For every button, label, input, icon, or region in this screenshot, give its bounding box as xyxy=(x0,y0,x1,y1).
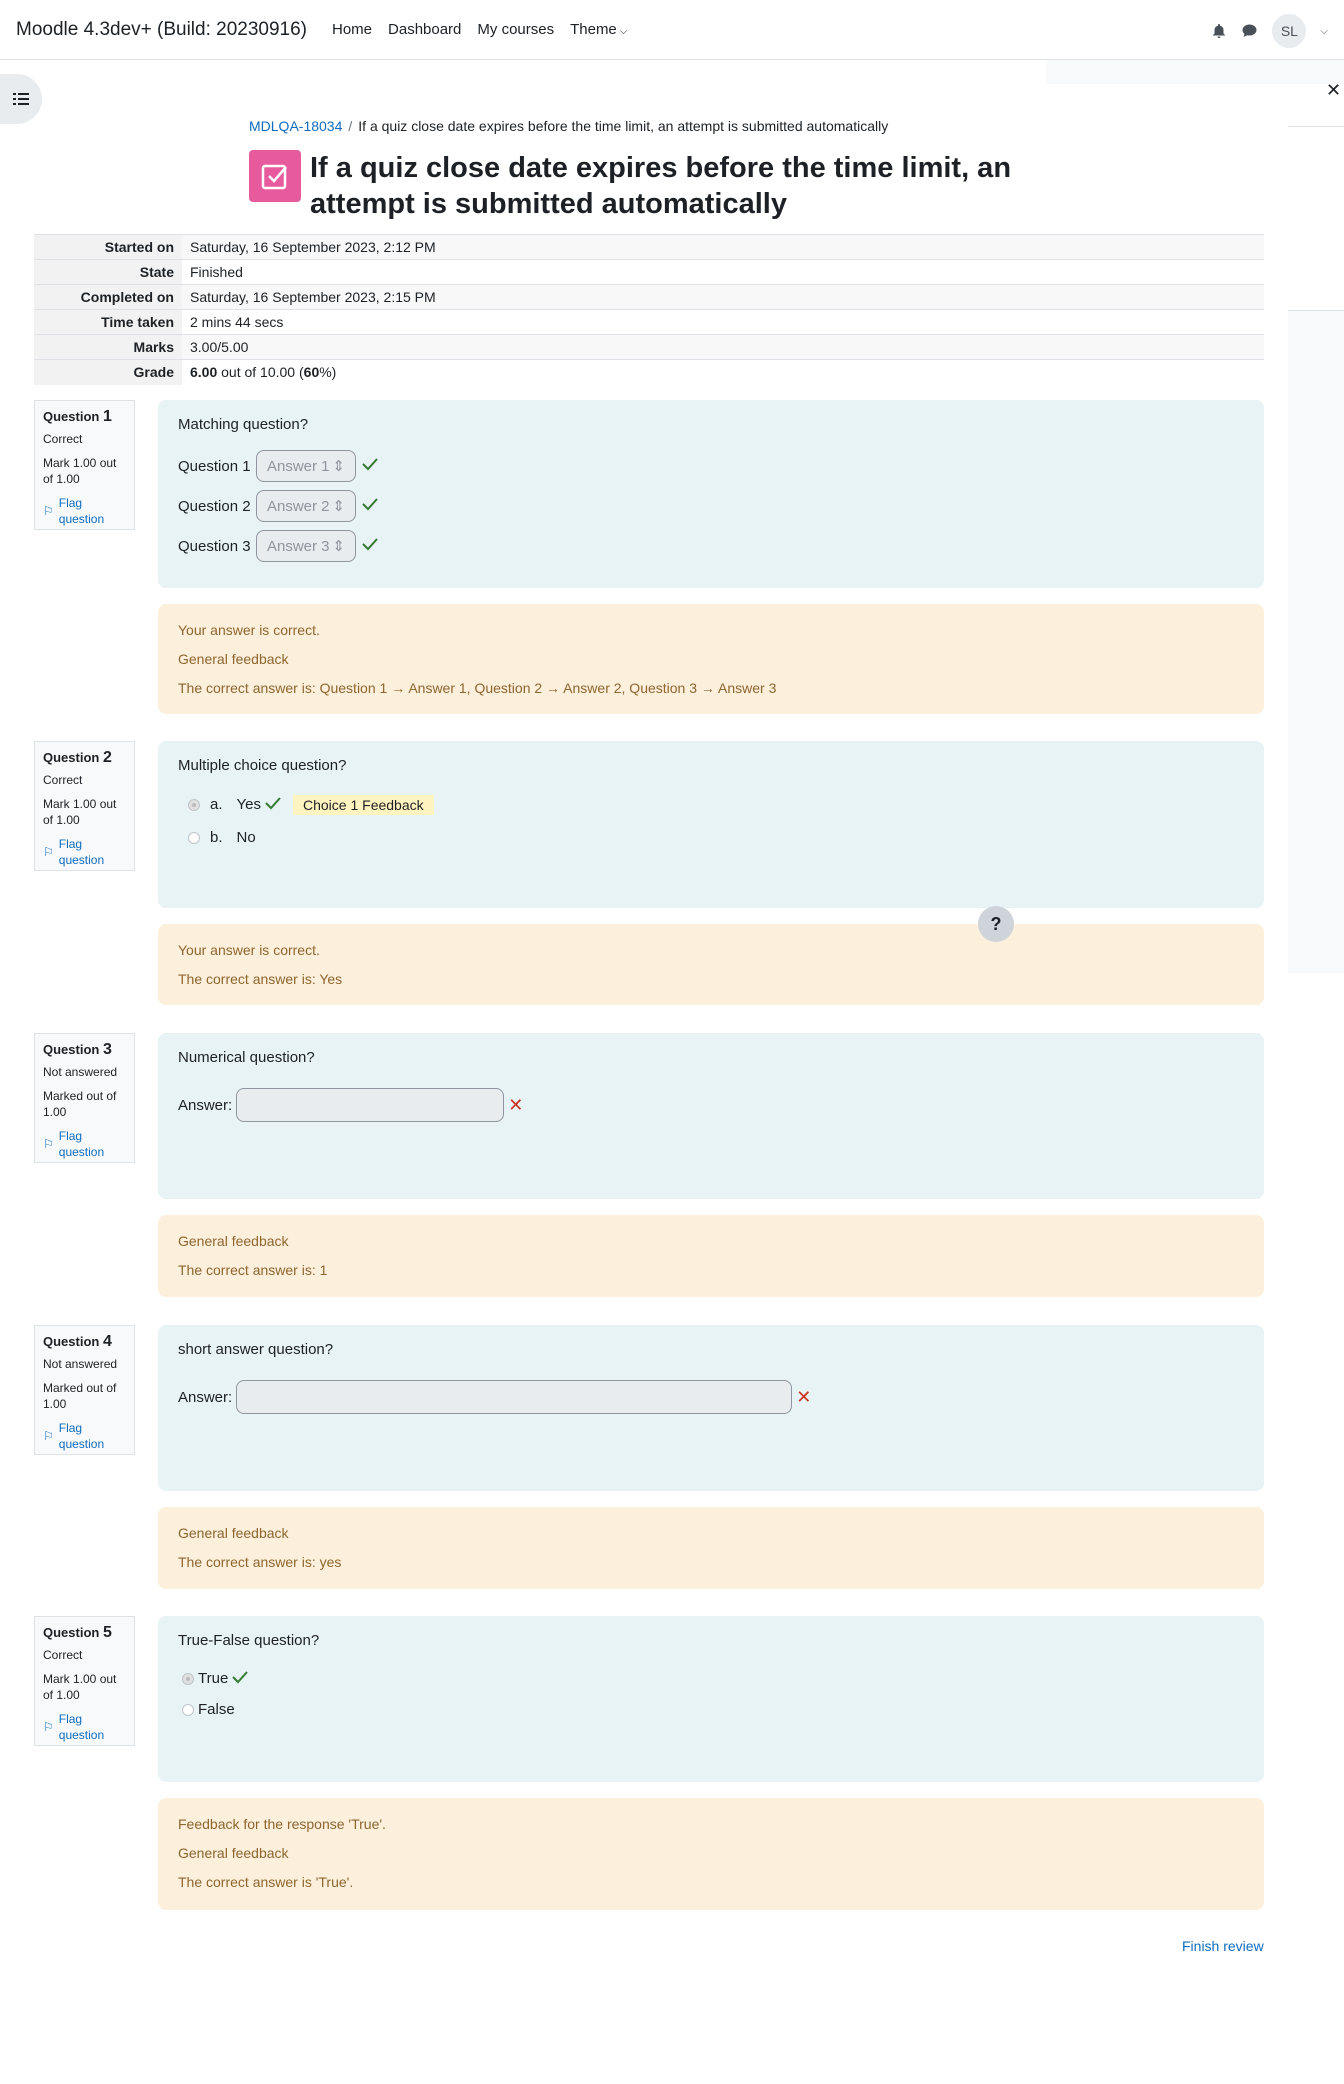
nav-theme-label: Theme xyxy=(570,21,617,38)
summary-label: Time taken xyxy=(34,310,182,335)
flag-label: Flag question xyxy=(58,837,105,867)
correct-check-icon xyxy=(265,796,281,814)
summary-value: 3.00/5.00 xyxy=(182,335,1264,360)
question-text: short answer question? xyxy=(178,1341,334,1358)
choice-radio[interactable] xyxy=(182,1704,194,1716)
summary-value: Finished xyxy=(190,264,243,280)
specific-feedback: Your answer is correct. xyxy=(178,942,320,958)
grade-percent: 60 xyxy=(303,364,320,381)
incorrect-cross-icon: ✕ xyxy=(796,1386,812,1407)
general-feedback: General feedback xyxy=(178,1845,289,1861)
summary-label: Marks xyxy=(34,335,182,360)
answer-row xyxy=(178,1380,1244,1414)
summary-row xyxy=(34,285,1264,310)
right-answer: The correct answer is: 1 xyxy=(178,1262,328,1278)
question-state: Correct xyxy=(43,773,83,787)
question-4-feedback xyxy=(158,1507,1264,1589)
grade-out-of: out of 10.00 ( xyxy=(217,364,304,381)
primary-navigation xyxy=(332,21,627,38)
question-grade: Mark 1.00 out of 1.00 xyxy=(43,797,117,827)
matching-select[interactable] xyxy=(256,450,356,482)
summary-row xyxy=(34,235,1264,260)
choice-row xyxy=(178,821,1244,854)
correct-check-icon xyxy=(232,1670,248,1688)
summary-value xyxy=(182,360,1264,385)
matching-select[interactable] xyxy=(256,530,356,562)
choice-feedback: Choice 1 Feedback xyxy=(293,795,434,815)
question-grade: Mark 1.00 out of 1.00 xyxy=(43,1672,117,1702)
choice-radio[interactable] xyxy=(182,1673,194,1685)
summary-label: Completed on xyxy=(34,285,182,310)
general-feedback: General feedback xyxy=(178,1233,289,1249)
select-value: Answer 2 xyxy=(267,497,330,515)
summary-label: State xyxy=(34,260,182,285)
numerical-answer-input[interactable] xyxy=(236,1088,504,1122)
right-answer: The correct answer is 'True'. xyxy=(178,1874,354,1890)
question-label: Question xyxy=(43,750,100,765)
site-brand[interactable]: Moodle 4.3dev+ (Build: 20230916) xyxy=(16,19,308,40)
choice-radio[interactable] xyxy=(188,799,200,811)
flag-question-link[interactable] xyxy=(43,1711,126,1743)
question-5-formulation xyxy=(158,1616,1264,1782)
breadcrumb-course-link[interactable]: MDLQA-18034 xyxy=(249,118,343,134)
select-value: Answer 3 xyxy=(267,537,330,555)
matching-row xyxy=(178,487,1244,525)
flag-icon: ⚐ xyxy=(43,1137,54,1151)
incorrect-cross-icon: ✕ xyxy=(508,1094,524,1115)
question-number-value: 5 xyxy=(102,1624,112,1641)
question-state: Not answered xyxy=(43,1065,118,1079)
question-number-value: 4 xyxy=(102,1333,112,1350)
list-icon xyxy=(13,92,29,106)
question-4-info xyxy=(34,1325,135,1455)
matching-select[interactable] xyxy=(256,490,356,522)
question-label: Question xyxy=(43,1334,100,1349)
question-number xyxy=(43,750,126,766)
nav-my-courses[interactable]: My courses xyxy=(477,21,555,38)
question-5-feedback xyxy=(158,1798,1264,1910)
question-state: Not answered xyxy=(43,1357,118,1371)
question-label: Question xyxy=(43,1042,100,1057)
choice-radio[interactable] xyxy=(188,832,200,844)
flag-question-link[interactable] xyxy=(43,1128,126,1160)
question-3-formulation xyxy=(158,1033,1264,1199)
grade-score: 6.00 xyxy=(190,364,218,381)
flag-icon: ⚐ xyxy=(43,1720,54,1734)
flag-question-link[interactable] xyxy=(43,1420,126,1452)
summary-row xyxy=(34,260,1264,285)
chevron-down-icon: ⌵ xyxy=(619,26,628,37)
select-arrows-icon: ⇕ xyxy=(332,538,345,555)
choice-label: No xyxy=(236,829,256,846)
breadcrumb xyxy=(249,118,888,134)
general-feedback: General feedback xyxy=(178,1525,289,1541)
correct-check-icon xyxy=(362,457,378,475)
question-5-info xyxy=(34,1616,135,1746)
summary-row xyxy=(34,335,1264,360)
flag-label: Flag question xyxy=(58,1712,105,1742)
course-index-toggle[interactable] xyxy=(0,74,42,124)
notification-bell-icon[interactable] xyxy=(1211,23,1227,39)
flag-icon: ⚐ xyxy=(43,1429,54,1443)
question-label: Question xyxy=(43,1625,100,1640)
nav-theme[interactable] xyxy=(570,21,627,38)
flag-question-link[interactable] xyxy=(43,836,126,868)
question-3-info xyxy=(34,1033,135,1163)
grade-suffix: %) xyxy=(319,364,337,381)
choice-letter: a. xyxy=(210,796,223,813)
close-drawer-icon[interactable]: ✕ xyxy=(1326,80,1342,100)
select-value: Answer 1 xyxy=(267,457,330,475)
correct-check-icon xyxy=(362,497,378,515)
matching-stem: Question 2 xyxy=(178,497,251,515)
question-number-value: 1 xyxy=(102,408,112,425)
question-1-formulation xyxy=(158,400,1264,588)
breadcrumb-current: If a quiz close date expires before the time limit, an attempt is submitted automatically xyxy=(358,118,889,134)
right-answer: The correct answer is: Yes xyxy=(178,971,343,987)
question-number xyxy=(43,1625,126,1641)
messages-icon[interactable] xyxy=(1241,23,1258,39)
question-text: Multiple choice question? xyxy=(178,757,347,774)
specific-feedback: Your answer is correct. xyxy=(178,622,320,638)
page-title: If a quiz close date expires before the time limit, an attempt is submitted automatically xyxy=(310,152,1012,220)
short-answer-input[interactable] xyxy=(236,1380,792,1414)
summary-label: Started on xyxy=(34,235,182,260)
question-1-feedback xyxy=(158,604,1264,714)
matching-row xyxy=(178,447,1244,485)
choice-row xyxy=(178,1663,1244,1694)
question-number xyxy=(43,1042,126,1058)
matching-stem: Question 1 xyxy=(178,457,251,475)
specific-feedback: Feedback for the response 'True'. xyxy=(178,1816,386,1832)
flag-icon: ⚐ xyxy=(43,504,54,518)
flag-question-link[interactable] xyxy=(43,495,126,527)
question-grade: Mark 1.00 out of 1.00 xyxy=(43,456,117,486)
question-4-formulation xyxy=(158,1325,1264,1491)
choice-label: Yes xyxy=(236,796,261,813)
quiz-activity-icon xyxy=(249,150,301,202)
top-navbar xyxy=(0,0,1344,60)
question-grade: Marked out of 1.00 xyxy=(43,1381,117,1411)
attempt-summary-table xyxy=(34,234,1264,385)
answer-label: Answer: xyxy=(178,1096,233,1114)
general-feedback: General feedback xyxy=(178,651,289,667)
choice-label: False xyxy=(198,1701,235,1718)
nav-dashboard[interactable]: Dashboard xyxy=(388,21,462,38)
choice-letter: b. xyxy=(210,829,223,846)
question-state: Correct xyxy=(43,1648,83,1662)
summary-label: Grade xyxy=(34,360,182,385)
select-arrows-icon: ⇕ xyxy=(332,458,345,475)
answer-label: Answer: xyxy=(178,1388,233,1406)
question-grade: Marked out of 1.00 xyxy=(43,1089,117,1119)
breadcrumb-separator: / xyxy=(348,118,353,134)
question-1-info xyxy=(34,400,135,530)
chevron-down-icon[interactable]: ⌵ xyxy=(1320,25,1328,37)
right-answer: The correct answer is: yes xyxy=(178,1554,342,1570)
flag-icon: ⚐ xyxy=(43,845,54,859)
right-answer: The correct answer is: Question 1 → Answer 1, Question 2 → Answer 2, Question 3 → Answer 3 xyxy=(178,680,777,696)
user-avatar[interactable]: SL xyxy=(1272,14,1306,48)
select-arrows-icon: ⇕ xyxy=(332,498,345,515)
question-number-value: 3 xyxy=(102,1041,112,1058)
choice-row xyxy=(178,788,1244,821)
question-text: Matching question? xyxy=(178,416,309,433)
nav-home[interactable]: Home xyxy=(332,21,373,38)
answer-row xyxy=(178,1088,1244,1122)
question-2-info xyxy=(34,741,135,871)
question-text: True-False question? xyxy=(178,1632,320,1649)
help-button[interactable]: ? xyxy=(978,906,1014,942)
summary-value: Saturday, 16 September 2023, 2:12 PM xyxy=(182,235,1264,260)
question-2-feedback xyxy=(158,924,1264,1005)
right-drawer-body xyxy=(1288,310,1344,973)
flag-label: Flag question xyxy=(58,496,105,526)
summary-value: 2 mins 44 secs xyxy=(190,314,284,330)
flag-label: Flag question xyxy=(58,1421,105,1451)
question-3-feedback xyxy=(158,1215,1264,1297)
question-label: Question xyxy=(43,409,100,424)
question-text: Numerical question? xyxy=(178,1049,315,1066)
question-2-formulation xyxy=(158,741,1264,908)
question-state: Correct xyxy=(43,432,83,446)
choice-row xyxy=(178,1694,1244,1725)
finish-review-link[interactable]: Finish review xyxy=(1182,1938,1264,1954)
matching-stem: Question 3 xyxy=(178,537,251,555)
matching-row xyxy=(178,527,1244,565)
summary-row xyxy=(34,360,1264,385)
question-number xyxy=(43,1334,126,1350)
question-number xyxy=(43,409,126,425)
user-navigation xyxy=(1211,14,1328,48)
question-number-value: 2 xyxy=(102,749,112,766)
summary-value: Saturday, 16 September 2023, 2:15 PM xyxy=(182,285,1264,310)
choice-label: True xyxy=(198,1670,229,1687)
correct-check-icon xyxy=(362,537,378,555)
summary-row xyxy=(34,310,1264,335)
right-drawer-header xyxy=(1046,60,1344,84)
flag-label: Flag question xyxy=(58,1129,105,1159)
